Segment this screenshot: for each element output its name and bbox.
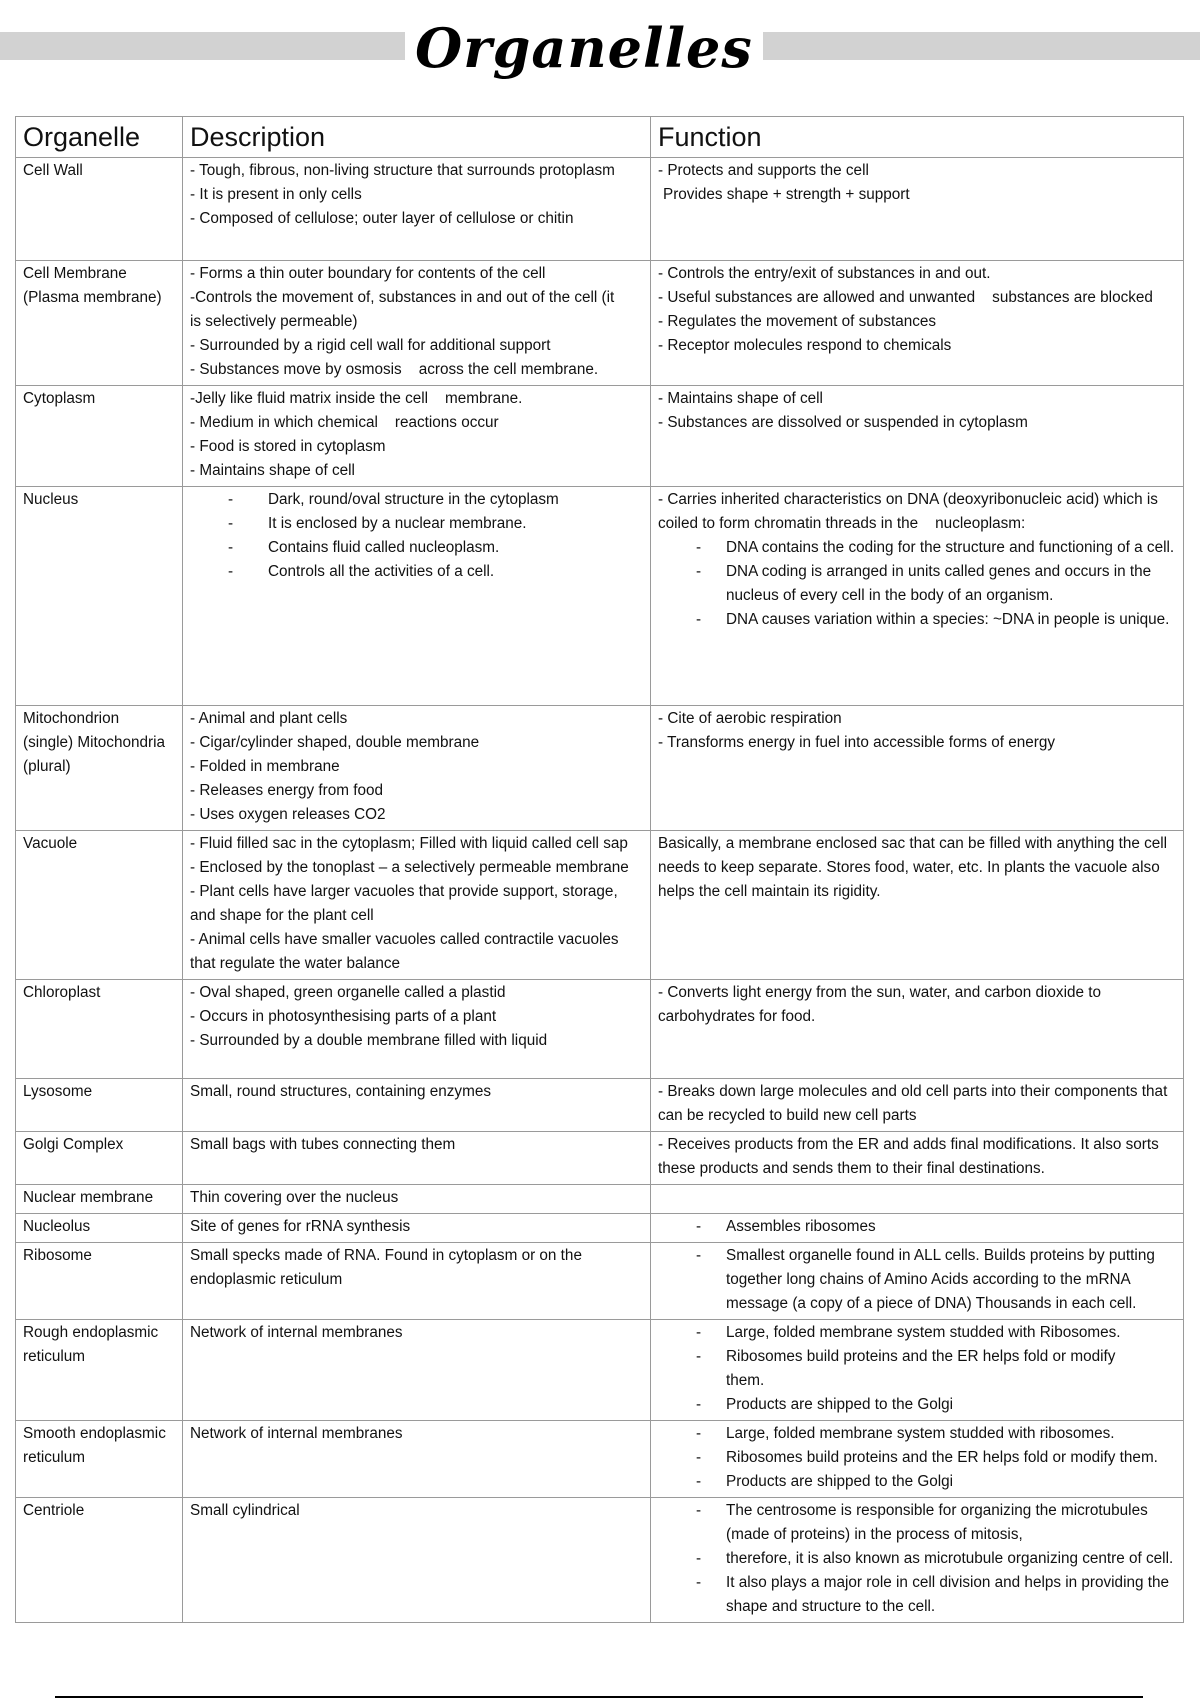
description-line: - Folded in membrane <box>190 758 340 775</box>
function-cell <box>651 1185 1184 1214</box>
description-line: - It is present in only cells <box>190 186 362 203</box>
description-line: - Composed of cellulose; outer layer of cellulose or chitin <box>190 210 574 227</box>
description-text: Small specks made of RNA. Found in cytoplasm or on the endoplasmic reticulum <box>190 1247 582 1288</box>
organelle-name-cell <box>16 1185 183 1214</box>
function-bullet: - Ribosomes build proteins and the ER helps fold or modify them. <box>658 1446 1177 1470</box>
column-header-function: Function <box>651 117 1184 158</box>
column-header-description: Description <box>183 117 651 158</box>
function-cell <box>651 1243 1184 1320</box>
description-cell <box>183 158 651 261</box>
table-row <box>16 980 1184 1079</box>
description-line: Network of internal membranes <box>190 1324 403 1341</box>
description-cell <box>183 487 651 706</box>
description-cell <box>183 1214 651 1243</box>
page-header <box>0 16 1200 102</box>
description-line: - Oval shaped, green organelle called a plastid <box>190 984 506 1001</box>
function-cell <box>651 1214 1184 1243</box>
header-bar-left <box>0 32 405 60</box>
description-line: - Surrounded by a double membrane filled with liquid <box>190 1032 548 1049</box>
table-row <box>16 386 1184 487</box>
function-line: - Controls the entry/exit of substances in and out. <box>658 265 991 282</box>
description-cell <box>183 1320 651 1421</box>
organelle-name-cell <box>16 1079 183 1132</box>
organelle-name: Golgi Complex <box>23 1136 124 1153</box>
function-text: Basically, a membrane enclosed sac that can be filled with anything the cell needs to keep separate. Stores food, water, etc. In plants the vacuole also helps the cell maintain its rigidity. <box>658 835 1168 900</box>
description-cell <box>183 1079 651 1132</box>
organelle-name: Nuclear membrane <box>23 1189 154 1206</box>
function-text: - Converts light energy from the sun, water, and carbon dioxide to carbohydrates for food. <box>658 984 1101 1025</box>
function-cell <box>651 1132 1184 1185</box>
description-line: - Surrounded by a rigid cell wall for additional support <box>190 337 551 354</box>
table-row <box>16 1214 1184 1243</box>
function-bullet: - Smallest organelle found in ALL cells. Builds proteins by putting together long chains of Amino Acids according to the mRNA message (a copy of a piece of DNA) Thousands in each cell. <box>658 1244 1177 1316</box>
table-row <box>16 1243 1184 1320</box>
description-cell <box>183 706 651 831</box>
description-line: - Food is stored in cytoplasm <box>190 438 386 455</box>
description-cell <box>183 1421 651 1498</box>
function-line: Provides shape + strength + support <box>663 186 910 203</box>
description-bullet: - Contains fluid called nucleoplasm. <box>190 536 644 560</box>
function-text: - Breaks down large molecules and old cell parts into their components that can be recycled to build new cell parts <box>658 1083 1168 1124</box>
function-bullet: - Large, folded membrane system studded with Ribosomes. <box>658 1321 1177 1345</box>
function-line: - Protects and supports the cell <box>658 162 869 179</box>
description-line: - Releases energy from food <box>190 782 384 799</box>
description-line: - Animal and plant cells <box>190 710 348 727</box>
table-row <box>16 1132 1184 1185</box>
table-row <box>16 1079 1184 1132</box>
organelle-name-cell <box>16 1421 183 1498</box>
function-bullet: - Large, folded membrane system studded with ribosomes. <box>658 1422 1177 1446</box>
organelle-name: Lysosome <box>23 1083 93 1100</box>
function-cell <box>651 1079 1184 1132</box>
description-cell <box>183 1132 651 1185</box>
organelle-name: Cell Membrane <box>23 265 127 282</box>
function-line: - Useful substances are allowed and unwanted substances are blocked <box>658 289 1153 306</box>
organelle-name: Centriole <box>23 1502 85 1519</box>
description-line: Thin covering over the nucleus <box>190 1189 399 1206</box>
description-line: -Jelly like fluid matrix inside the cell membrane. <box>190 390 523 407</box>
organelle-name-cell <box>16 831 183 980</box>
organelle-name-cell <box>16 1243 183 1320</box>
function-bullet: - Assembles ribosomes <box>658 1215 1177 1239</box>
description-line: and shape for the plant cell <box>190 907 374 924</box>
table-row <box>16 261 1184 386</box>
function-bullet: - Products are shipped to the Golgi <box>658 1393 1177 1417</box>
function-line: - Regulates the movement of substances <box>658 313 937 330</box>
description-line: Small bags with tubes connecting them <box>190 1136 456 1153</box>
description-line: is selectively permeable) <box>190 313 358 330</box>
function-bullet: - Ribosomes build proteins and the ER helps fold or modify them. <box>658 1345 1177 1393</box>
organelle-name-cell <box>16 386 183 487</box>
footer-rule <box>55 1696 1143 1698</box>
description-line: - Medium in which chemical reactions occur <box>190 414 499 431</box>
function-bullet: - DNA contains the coding for the structure and functioning of a cell. <box>658 536 1177 560</box>
table-row <box>16 158 1184 261</box>
function-cell <box>651 1320 1184 1421</box>
table-row <box>16 706 1184 831</box>
description-line: - Enclosed by the tonoplast – a selectively permeable membrane <box>190 859 629 876</box>
function-cell <box>651 261 1184 386</box>
organelle-name-cell <box>16 1498 183 1623</box>
description-line: - Animal cells have smaller vacuoles called contractile vacuoles <box>190 931 619 948</box>
description-line: - Fluid filled sac in the cytoplasm; Filled with liquid called cell sap <box>190 835 628 852</box>
page-title: Organelles <box>415 16 753 80</box>
table-row <box>16 831 1184 980</box>
function-line: - Transforms energy in fuel into accessible forms of energy <box>658 734 1056 751</box>
function-text: - Receives products from the ER and adds final modifications. It also sorts these products and sends them to their final destinations. <box>658 1136 1159 1177</box>
description-line: - Cigar/cylinder shaped, double membrane <box>190 734 480 751</box>
description-cell <box>183 1243 651 1320</box>
table-row <box>16 1498 1184 1623</box>
function-line: - Receptor molecules respond to chemicals <box>658 337 952 354</box>
description-line: - Forms a thin outer boundary for contents of the cell <box>190 265 546 282</box>
organelle-name: Nucleus <box>23 491 79 508</box>
function-line: - Substances are dissolved or suspended in cytoplasm <box>658 414 1028 431</box>
function-line: - Cite of aerobic respiration <box>658 710 842 727</box>
description-line: - Occurs in photosynthesising parts of a plant <box>190 1008 497 1025</box>
organelle-name: Nucleolus <box>23 1218 91 1235</box>
table-row <box>16 1185 1184 1214</box>
description-line: - Maintains shape of cell <box>190 462 355 479</box>
organelle-name: Cytoplasm <box>23 390 96 407</box>
function-cell <box>651 1421 1184 1498</box>
function-cell <box>651 386 1184 487</box>
description-bullet: - Dark, round/oval structure in the cytoplasm <box>190 488 644 512</box>
function-bullet: - therefore, it is also known as microtubule organizing centre of cell. <box>658 1547 1177 1571</box>
function-line: - Maintains shape of cell <box>658 390 823 407</box>
description-cell <box>183 831 651 980</box>
description-bullet: - Controls all the activities of a cell. <box>190 560 644 584</box>
function-cell <box>651 487 1184 706</box>
description-line: -Controls the movement of, substances in and out of the cell (it <box>190 289 615 306</box>
header-bar-right <box>763 32 1200 60</box>
description-line: - Substances move by osmosis across the cell membrane. <box>190 361 599 378</box>
function-bullet: - DNA coding is arranged in units called genes and occurs in the nucleus of every cell in the body of an organism. <box>658 560 1177 608</box>
table-header-row <box>16 117 1184 158</box>
function-cell <box>651 831 1184 980</box>
description-cell <box>183 386 651 487</box>
table-row <box>16 487 1184 706</box>
description-cell <box>183 1498 651 1623</box>
description-cell <box>183 261 651 386</box>
function-intro: - Carries inherited characteristics on DNA (deoxyribonucleic acid) which is coiled to form chromatin threads in the nucleoplasm: <box>658 491 1163 532</box>
organelle-name: reticulum <box>23 1449 86 1466</box>
organelle-name: (Plasma membrane) <box>23 289 162 306</box>
function-bullet: - Products are shipped to the Golgi <box>658 1470 1177 1494</box>
organelle-name: (plural) <box>23 758 71 775</box>
organelle-name: Mitochondrion <box>23 710 120 727</box>
description-line: Small, round structures, containing enzymes <box>190 1083 491 1100</box>
description-line: - Uses oxygen releases CO2 <box>190 806 386 823</box>
table-row <box>16 1421 1184 1498</box>
description-line: Small cylindrical <box>190 1502 300 1519</box>
description-line: - Plant cells have larger vacuoles that provide support, storage, <box>190 883 618 900</box>
function-cell <box>651 1498 1184 1623</box>
description-line: - Tough, fibrous, non-living structure that surrounds protoplasm <box>190 162 615 179</box>
function-bullet: - It also plays a major role in cell division and helps in providing the shape and structure to the cell. <box>658 1571 1177 1619</box>
function-bullet: - DNA causes variation within a species: ~DNA in people is unique. <box>658 608 1177 632</box>
organelle-name: reticulum <box>23 1348 86 1365</box>
organelles-table <box>15 116 1184 1623</box>
description-cell <box>183 980 651 1079</box>
description-bullet: - It is enclosed by a nuclear membrane. <box>190 512 644 536</box>
description-line: Network of internal membranes <box>190 1425 403 1442</box>
organelle-name: Chloroplast <box>23 984 101 1001</box>
organelle-name-cell <box>16 980 183 1079</box>
organelle-name-cell <box>16 1132 183 1185</box>
organelle-name-cell <box>16 1214 183 1243</box>
organelle-name-cell <box>16 706 183 831</box>
organelle-name: Vacuole <box>23 835 78 852</box>
function-cell <box>651 706 1184 831</box>
column-header-organelle: Organelle <box>16 117 183 158</box>
organelle-name-cell <box>16 1320 183 1421</box>
organelle-name: Smooth endoplasmic <box>23 1425 166 1442</box>
organelle-name: Rough endoplasmic <box>23 1324 159 1341</box>
organelle-name: (single) Mitochondria <box>23 734 165 751</box>
description-line: Site of genes for rRNA synthesis <box>190 1218 411 1235</box>
organelle-name-cell <box>16 158 183 261</box>
organelle-name-cell <box>16 261 183 386</box>
organelle-name: Ribosome <box>23 1247 92 1264</box>
function-bullet: - The centrosome is responsible for organizing the microtubules (made of proteins) in the process of mitosis, <box>658 1499 1177 1547</box>
organelle-name-cell <box>16 487 183 706</box>
function-cell <box>651 158 1184 261</box>
organelle-name: Cell Wall <box>23 162 83 179</box>
table-row <box>16 1320 1184 1421</box>
function-cell <box>651 980 1184 1079</box>
description-line: that regulate the water balance <box>190 955 401 972</box>
description-cell <box>183 1185 651 1214</box>
